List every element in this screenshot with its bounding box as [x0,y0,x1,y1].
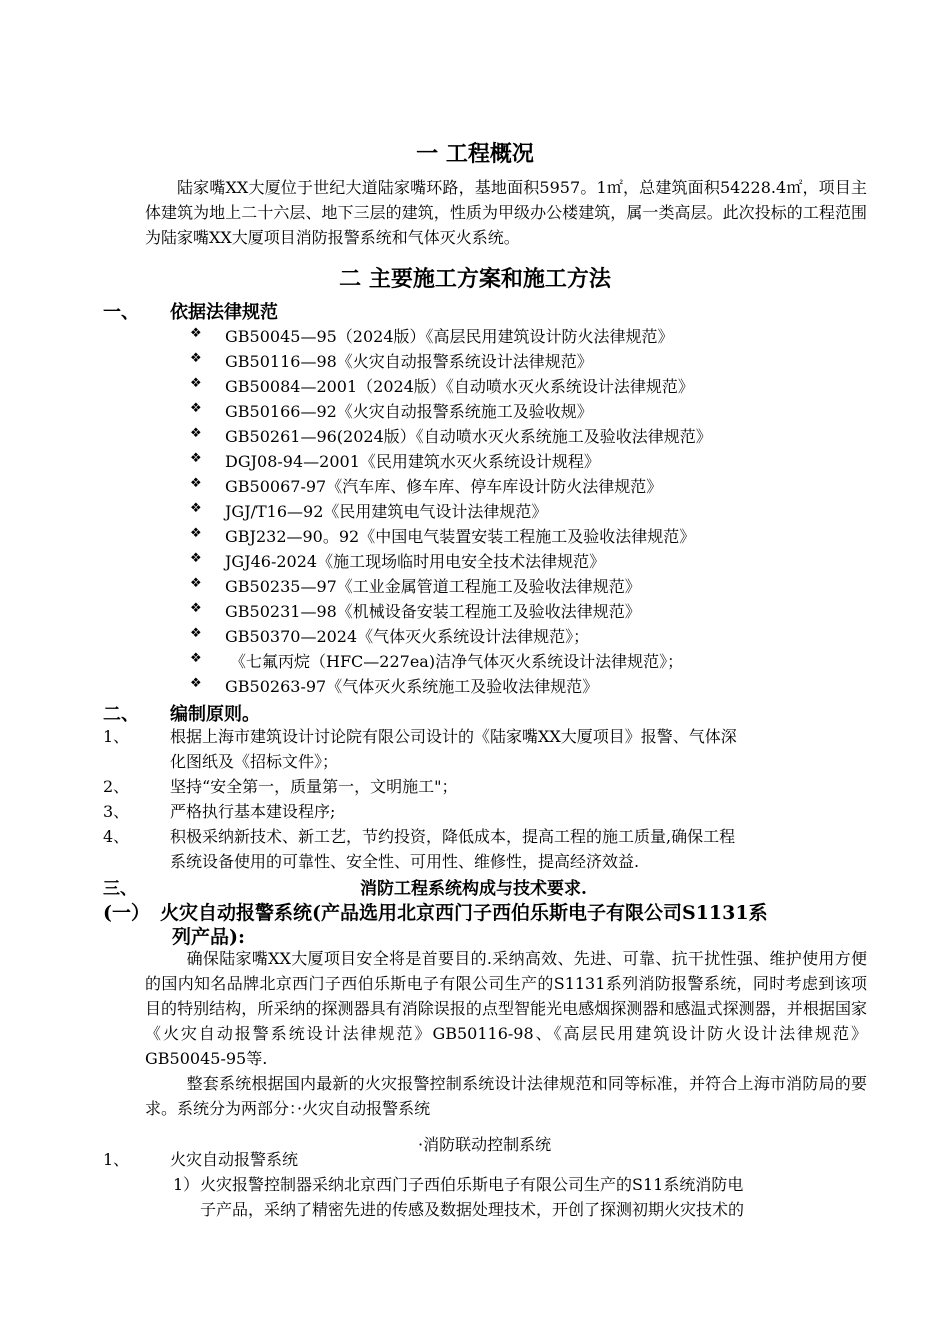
bullet-icon: ❖ [190,651,202,666]
standard-item: GB50084—2001（2024版）《自动喷水灭火系统设计法律规范》 [225,377,694,396]
bullet-icon: ❖ [190,601,202,616]
principle-1-line1: 根据上海市建筑设计讨论院有限公司设计的《陆家嘴XX大厦项目》报警、气体深 [170,727,737,746]
bullet-icon: ❖ [190,576,202,591]
part2-number: 二、 [103,704,139,725]
part3-title: 消防工程系统构成与技术要求. [360,879,587,899]
standard-item: GB50116—98《火灾自动报警系统设计法律规范》 [225,352,593,371]
principle-1-line2: 化图纸及《招标文件》； [170,752,339,771]
principle-2-text: 坚持“安全第一，质量第一，文明施工"； [170,777,458,796]
bullet-icon: ❖ [190,451,202,466]
item1-number: 1、 [103,1150,130,1169]
standard-item: 《七氟丙烷（HFC—227ea)洁净气体灭火系统设计法律规范》； [230,652,684,671]
subsection1-number: (一） [103,902,150,924]
bullet-icon: ❖ [190,401,202,416]
standard-item: GB50045—95（2024版）《高层民用建筑设计防火法律规范》 [225,327,674,346]
item1-sub-line1: 火灾报警控制器采纳北京西门子西伯乐斯电子有限公司生产的S11系统消防电 [200,1175,744,1194]
standard-item: GB50067-97《汽车库、修车库、停车库设计防火法律规范》 [225,477,663,496]
bullet-icon: ❖ [190,526,202,541]
bullet-icon: ❖ [190,676,202,691]
bullet-icon: ❖ [190,326,202,341]
principle-4-number: 4、 [103,827,130,846]
part1-title: 依据法律规范 [170,302,278,323]
subsection1-title-line2: 列产品): [172,926,246,948]
bullet-icon: ❖ [190,376,202,391]
subsection1-paragraph2-extra: ·消防联动控制系统 [418,1135,552,1154]
standard-item: GB50166—92《火灾自动报警系统施工及验收规》 [225,402,593,421]
principle-3-text: 严格执行基本建设程序; [170,802,336,821]
standard-item: GB50231—98《机械设备安装工程施工及验收法律规范》 [225,602,641,621]
section2-title: 二 主要施工方案和施工方法 [339,266,611,292]
bullet-icon: ❖ [190,351,202,366]
standard-item: GBJ232—90。92《中国电气装置安装工程施工及验收法律规范》 [225,527,696,546]
bullet-icon: ❖ [190,476,202,491]
principle-1-number: 1、 [103,727,130,746]
subsection1-paragraph2: 整套系统根据国内最新的火灾报警控制系统设计法律规范和同等标准，并符合上海市消防局的要求。系统分为两部分：·火灾自动报警系统 [145,1074,867,1118]
bullet-icon: ❖ [190,626,202,641]
subsection1-title-line1: 火灾自动报警系统(产品选用北京西门子西伯乐斯电子有限公司S1131系 [160,902,768,924]
section1-title: 一 工程概况 [416,141,534,167]
standard-item: DGJ08-94—2001《民用建筑水灭火系统设计规程》 [225,452,600,471]
principle-4-line2: 系统设备使用的可靠性、安全性、可用性、维修性，提高经济效益. [170,852,640,871]
standard-item: JGJ/T16—92《民用建筑电气设计法律规范》 [225,502,548,521]
subsection1-paragraph1: 确保陆家嘴XX大厦项目安全将是首要目的.采纳高效、先进、可靠、抗干扰性强、维护使用方便的国内知名品牌北京西门子西伯乐斯电子有限公司生产的S1131系列消防报警系统，同时考虑到该项目的特别结构，所采纳的探测器具有消除误报的点型智能光电感烟探测器和感温式探测器，并根据国家《火灾自动报警系统设计法律规范》GB50116-98、《高层民用建筑设计防火设计法律规范》GB50045-95等. [145,949,867,1068]
standard-item: GB50263-97《气体灭火系统施工及验收法律规范》 [225,677,599,696]
standard-item: JGJ46-2024《施工现场临时用电安全技术法律规范》 [225,552,606,571]
item1-sub-line2: 子产品，采纳了精密先进的传感及数据处理技术，开创了探测初期火灾技术的 [200,1200,745,1219]
item1-title: 火灾自动报警系统 [170,1150,299,1169]
part2-title: 编制原则。 [170,704,260,725]
item1-sub-number: 1） [173,1175,200,1194]
bullet-icon: ❖ [190,551,202,566]
bullet-icon: ❖ [190,501,202,516]
principle-2-number: 2、 [103,777,130,796]
section1-body: 陆家嘴XX大厦位于世纪大道陆家嘴环路，基地面积5957。1㎡，总建筑面积54228.4㎡，项目主体建筑为地上二十六层、地下三层的建筑，性质为甲级办公楼建筑，属一类高层。此次投标的工程范围为陆家嘴XX大厦项目消防报警系统和气体灭火系统。 [145,178,867,247]
standard-item: GB50370—2024《气体灭火系统设计法律规范》； [225,627,590,646]
part1-number: 一、 [103,302,139,323]
principle-4-line1: 积极采纳新技术、新工艺，节约投资，降低成本，提高工程的施工质量,确保工程 [170,827,736,846]
standard-item: GB50235—97《工业金属管道工程施工及验收法律规范》 [225,577,641,596]
bullet-icon: ❖ [190,426,202,441]
principle-3-number: 3、 [103,802,130,821]
standard-item: GB50261—96(2024版）《自动喷水灭火系统施工及验收法律规范》 [225,427,712,446]
part3-number: 三、 [103,879,137,899]
